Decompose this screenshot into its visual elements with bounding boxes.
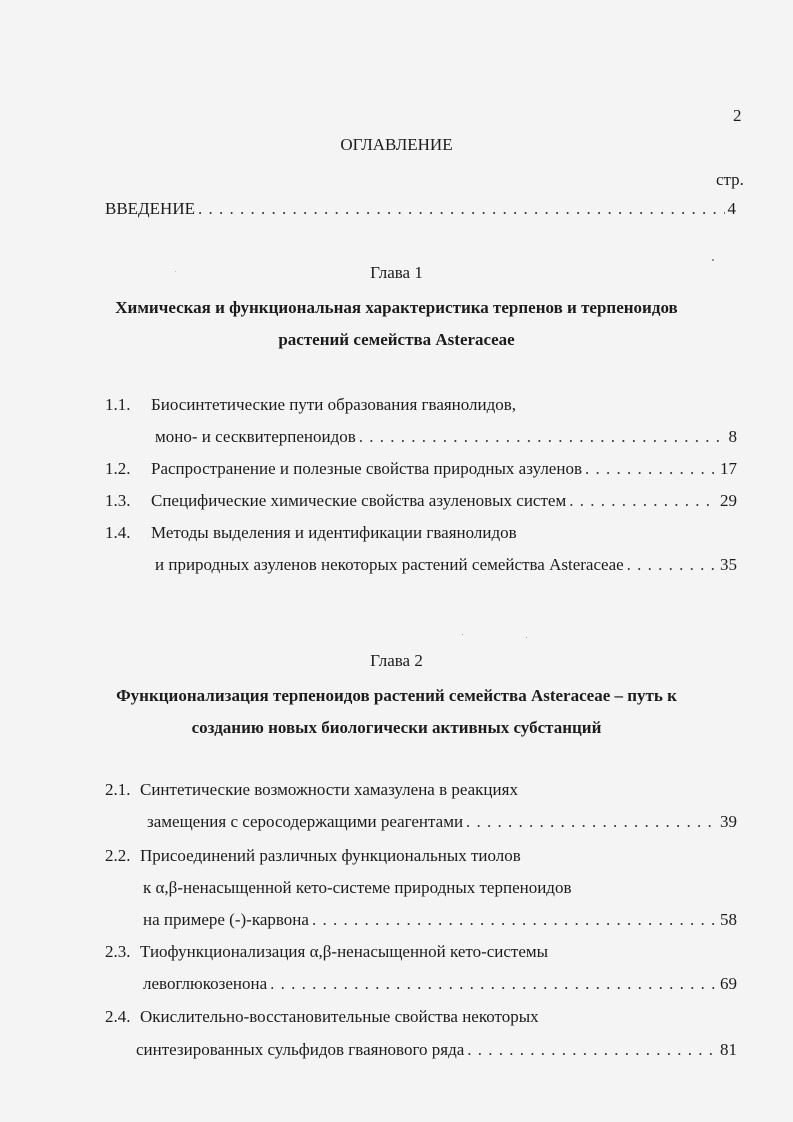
section-title-line: синтезированных сульфидов гваянового ряда [136,1040,465,1059]
section-number: 1.4. [105,523,131,542]
toc-entry-page: 81 [720,1040,737,1059]
chapter-1-heading: Глава 1 [370,263,423,282]
section-title-line[interactable]: Синтетические возможности хамазулена в реакциях [140,780,518,799]
leader-dots [466,812,717,832]
chapter-2-title-line-1: Функционализация терпеноидов растений семейства Asteraceae – путь к [116,686,677,705]
toc-entry-page: 39 [720,812,737,831]
page-column-label: стр. [716,170,744,189]
toc-entry-label: ВВЕДЕНИЕ [105,199,195,218]
leader-dots [359,427,726,447]
scan-speck [462,634,463,635]
leader-dots [467,1040,717,1060]
scan-speck [175,271,176,272]
scan-speck [712,259,714,261]
section-number: 1.2. [105,459,131,478]
toc-entry-2-4[interactable] [136,1040,737,1060]
section-number: 1.1. [105,395,131,414]
section-title-line[interactable]: Окислительно-восстановительные свойства некоторых [140,1007,539,1026]
toc-title: ОГЛАВЛЕНИЕ [340,135,453,154]
toc-entry-page: 69 [720,974,737,993]
toc-entry-page: 35 [720,555,737,574]
section-title-line: моно- и сесквитерпеноидов [155,427,356,446]
toc-entry-1-4[interactable] [155,555,737,575]
toc-entry-page: 58 [720,910,737,929]
toc-entry-1-2[interactable] [151,459,737,479]
leader-dots [585,459,717,479]
section-title-line: Распространение и полезные свойства природных азуленов [151,459,582,478]
section-title-line[interactable]: Биосинтетические пути образования гваянолидов, [151,395,517,414]
section-title-line: левоглюкозенона [143,974,268,993]
section-title-line: на примере (-)-карвона [143,910,309,929]
section-number: 1.3. [105,491,131,510]
page-number: 2 [733,106,742,125]
section-title-line: Специфические химические свойства азуленовых систем [151,491,567,510]
section-title-line: замещения с серосодержащими реагентами [147,812,464,831]
leader-dots [569,491,717,511]
leader-dots [198,199,725,219]
toc-entry-2-2[interactable] [143,910,737,930]
chapter-2-title-line-2: созданию новых биологически активных субстанций [191,718,602,737]
section-title-line: и природных азуленов некоторых растений семейства Asteraceae [155,555,624,574]
toc-entry-page: 8 [728,427,737,446]
toc-entry-page: 4 [727,199,736,218]
toc-entry-page: 29 [720,491,737,510]
toc-entry-2-1[interactable] [147,812,737,832]
toc-entry-2-3[interactable] [143,974,737,994]
leader-dots [270,974,717,994]
section-title-line[interactable]: Тиофункционализация α,β-ненасыщенной кето-системы [140,942,549,961]
toc-entry-1-1[interactable] [155,427,737,447]
leader-dots [627,555,717,575]
chapter-1-title-line-1: Химическая и функциональная характеристика терпенов и терпеноидов [115,298,678,317]
section-number: 2.1. [105,780,131,799]
leader-dots [312,910,717,930]
section-title-line[interactable]: Методы выделения и идентификации гваянолидов [151,523,517,542]
section-number: 2.3. [105,942,131,961]
section-number: 2.2. [105,846,131,865]
toc-entry-1-3[interactable] [151,491,737,511]
chapter-2-heading: Глава 2 [370,651,423,670]
chapter-1-title-line-2: растений семейства Asteraceae [278,330,515,349]
scan-speck [526,637,527,638]
toc-entry-intro[interactable] [105,199,736,219]
section-number: 2.4. [105,1007,131,1026]
section-title-line[interactable]: к α,β-ненасыщенной кето-системе природных терпеноидов [143,878,572,897]
section-title-line[interactable]: Присоединений различных функциональных тиолов [140,846,521,865]
toc-entry-page: 17 [720,459,737,478]
